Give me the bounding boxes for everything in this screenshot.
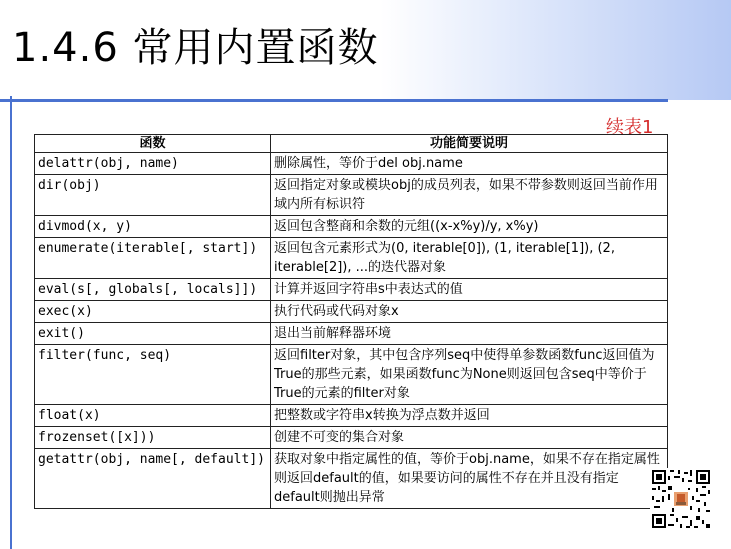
function-name: float(x) bbox=[35, 405, 271, 427]
qr-code-graphic bbox=[650, 468, 712, 530]
function-description: 退出当前解释器环境 bbox=[271, 323, 668, 345]
page-title: 1.4.6 常用内置函数 bbox=[12, 25, 379, 71]
continued-label: 续表1 bbox=[606, 117, 654, 138]
function-name: getattr(obj, name[, default]) bbox=[35, 449, 271, 509]
left-rule bbox=[10, 96, 12, 549]
table-row bbox=[35, 345, 668, 405]
table-row bbox=[35, 427, 668, 449]
table-row bbox=[35, 175, 668, 216]
function-name: frozenset([x])) bbox=[35, 427, 271, 449]
function-description: 把整数或字符串x转换为浮点数并返回 bbox=[271, 405, 668, 427]
table-row bbox=[35, 216, 668, 238]
table-row bbox=[35, 405, 668, 427]
table-row bbox=[35, 279, 668, 301]
header-function: 函数 bbox=[35, 135, 271, 153]
table-row bbox=[35, 301, 668, 323]
function-name: filter(func, seq) bbox=[35, 345, 271, 405]
function-description: 返回filter对象，其中包含序列seq中使得单参数函数func返回值为True的那些元素，如果函数func为None则返回包含seq中等价于True的元素的filter对象 bbox=[271, 345, 668, 405]
function-name: eval(s[, globals[, locals]]) bbox=[35, 279, 271, 301]
function-name: exit() bbox=[35, 323, 271, 345]
function-name: divmod(x, y) bbox=[35, 216, 271, 238]
function-description: 执行代码或代码对象x bbox=[271, 301, 668, 323]
table-row bbox=[35, 238, 668, 279]
table-row bbox=[35, 449, 668, 509]
function-name: exec(x) bbox=[35, 301, 271, 323]
function-description: 返回指定对象或模块obj的成员列表，如果不带参数则返回当前作用域内所有标识符 bbox=[271, 175, 668, 216]
function-description: 返回包含元素形式为(0, iterable[0]), (1, iterable[1]), (2, iterable[2]), ...的迭代器对象 bbox=[271, 238, 668, 279]
function-table bbox=[34, 134, 668, 509]
title-divider bbox=[0, 99, 668, 102]
function-description: 删除属性，等价于del obj.name bbox=[271, 153, 668, 175]
function-description: 创建不可变的集合对象 bbox=[271, 427, 668, 449]
table-row bbox=[35, 323, 668, 345]
table-row bbox=[35, 153, 668, 175]
function-name: enumerate(iterable[, start]) bbox=[35, 238, 271, 279]
function-description: 计算并返回字符串s中表达式的值 bbox=[271, 279, 668, 301]
qr-code-icon bbox=[650, 468, 712, 530]
function-description: 返回包含整商和余数的元组((x-x%y)/y, x%y) bbox=[271, 216, 668, 238]
header-description: 功能简要说明 bbox=[271, 135, 668, 153]
function-description: 获取对象中指定属性的值，等价于obj.name，如果不存在指定属性则返回default的值，如果要访问的属性不存在并且没有指定default则抛出异常 bbox=[271, 449, 668, 509]
function-name: dir(obj) bbox=[35, 175, 271, 216]
function-name: delattr(obj, name) bbox=[35, 153, 271, 175]
table-header-row bbox=[35, 135, 668, 153]
